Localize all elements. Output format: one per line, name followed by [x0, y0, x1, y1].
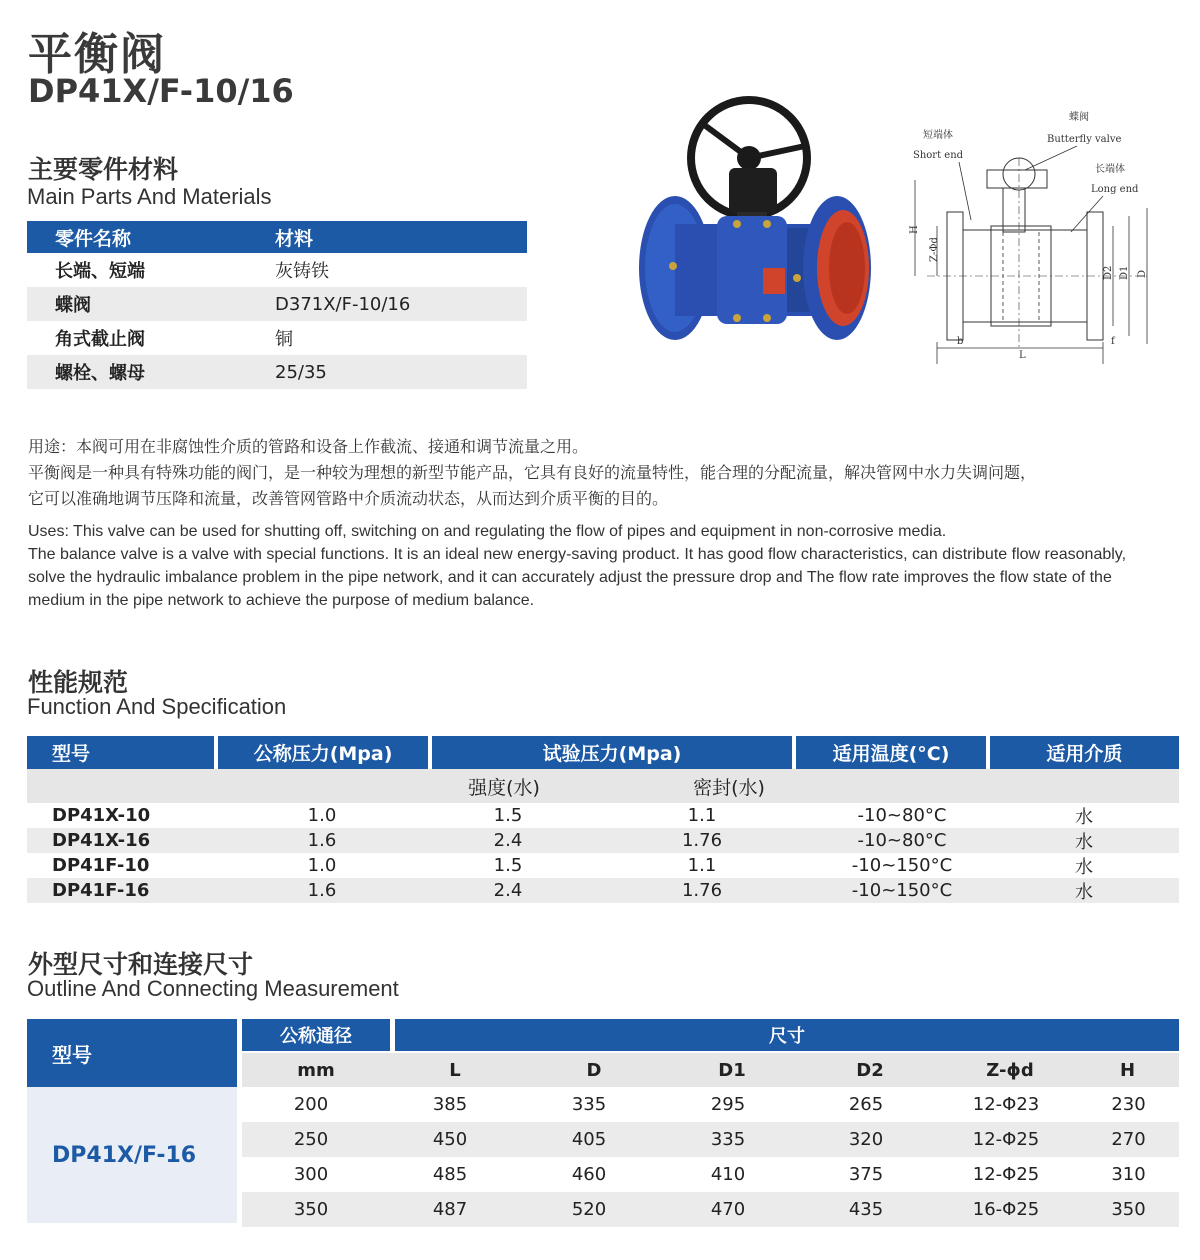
table-row — [27, 253, 527, 287]
valve-photo — [637, 96, 877, 368]
outline-D1: 295 — [710, 1094, 746, 1115]
spec-table — [27, 736, 1179, 903]
spec-seal: 1.1 — [687, 855, 717, 876]
subheader-mm: mm — [297, 1059, 335, 1081]
spec-seal: 1.76 — [681, 880, 723, 901]
outline-L: 485 — [432, 1164, 468, 1185]
spec-table-header — [27, 736, 1179, 769]
description-en — [28, 520, 1178, 612]
outline-D: 460 — [571, 1164, 607, 1185]
subheader-L: L — [449, 1059, 461, 1081]
dim-f: f — [1111, 336, 1115, 347]
part-name: 长端、短端 — [55, 261, 145, 282]
spec-model: DP41X-16 — [52, 830, 151, 851]
outline-D1: 470 — [710, 1199, 746, 1220]
description-cn-line: 它可以准确地调节压降和流量，改善管网管路中介质流动状态，从而达到介质平衡的目的。 — [28, 489, 669, 508]
description-cn-line: 平衡阀是一种具有特殊功能的阀门，是一种较为理想的新型节能产品，它具有良好的流量特性，能合理的分配流量，解决管网中水力失调问题， — [28, 463, 1037, 482]
outline-D2: 265 — [848, 1094, 884, 1115]
subheader-seal: 密封(水) — [693, 776, 765, 799]
outline-table — [27, 1019, 1179, 1223]
outline-dn: 250 — [293, 1129, 329, 1150]
valve-drawing — [907, 108, 1169, 374]
spec-model: DP41F-10 — [52, 855, 150, 876]
subheader-D2: D2 — [856, 1059, 884, 1081]
dim-b: b — [957, 336, 964, 347]
outline-zd: 12-Φ23 — [972, 1094, 1040, 1115]
spec-medium: 水 — [1075, 806, 1093, 828]
table-row — [242, 1087, 1179, 1122]
part-material: 铜 — [275, 329, 293, 350]
parts-section-title-cn: 主要零件材料 — [28, 155, 179, 184]
page-title: 平衡阀 — [28, 29, 166, 80]
description-en-line: medium in the pipe network to achieve the purpose of medium balance. — [28, 592, 535, 609]
table-row — [27, 287, 527, 321]
table-row — [27, 803, 1179, 828]
outline-subheader — [242, 1053, 1179, 1087]
outline-L: 385 — [432, 1094, 468, 1115]
dim-H: H — [909, 225, 920, 234]
spec-strength: 2.4 — [493, 830, 523, 851]
outline-D2: 320 — [848, 1129, 884, 1150]
outline-D2: 435 — [848, 1199, 884, 1220]
outline-zd: 16-Φ25 — [972, 1199, 1040, 1220]
spec-temp: -10~80°C — [857, 805, 947, 826]
spec-nominal: 1.6 — [307, 830, 337, 851]
header-temperature: 适用温度(°C) — [796, 736, 985, 769]
spec-temp: -10~150°C — [851, 880, 953, 901]
subheader-D: D — [586, 1059, 602, 1081]
subheader-D1: D1 — [718, 1059, 746, 1081]
product-model: DP41X/F-10/16 — [28, 72, 294, 110]
description-en-line: Uses: This valve can be used for shutting off, switching on and regulating the flow of pipes and equipment in non-corrosive media. — [28, 523, 947, 540]
header-test-pressure: 试验压力(Mpa) — [432, 736, 793, 769]
table-row — [242, 1192, 1179, 1227]
part-material: 灰铸铁 — [275, 261, 329, 282]
spec-strength: 2.4 — [493, 880, 523, 901]
subheader-H: H — [1119, 1059, 1136, 1081]
header-model: 型号 — [27, 736, 214, 769]
valve-illustration — [637, 96, 877, 368]
label-long-end-cn: 长端体 — [1095, 164, 1125, 175]
table-row — [242, 1122, 1179, 1157]
header-medium: 适用介质 — [990, 736, 1179, 769]
part-name: 蝶阀 — [55, 295, 91, 316]
outline-L: 450 — [432, 1129, 468, 1150]
outline-zd: 12-Φ25 — [972, 1164, 1040, 1185]
dim-D1: D1 — [1119, 265, 1130, 280]
description-en-line: solve the hydraulic imbalance problem in the pipe network, and it can accurately adjust the pressure drop and The flow rate improves the flow state of the — [28, 569, 1112, 586]
outline-L: 487 — [432, 1199, 468, 1220]
outline-dn: 200 — [293, 1094, 329, 1115]
outline-H: 310 — [1111, 1164, 1146, 1185]
outline-section-title-en: Outline And Connecting Measurement — [27, 976, 399, 1001]
dim-D2: D2 — [1103, 265, 1114, 280]
table-row — [27, 878, 1179, 903]
part-name: 角式截止阀 — [55, 329, 145, 350]
spec-medium: 水 — [1075, 831, 1093, 853]
parts-table — [27, 221, 527, 389]
outline-D: 520 — [571, 1199, 607, 1220]
spec-nominal: 1.0 — [307, 805, 337, 826]
description-en-line: The balance valve is a valve with special functions. It is an ideal new energy-saving product. It has good flow characteristics, can distribute flow reasonably, — [28, 546, 1127, 563]
spec-medium: 水 — [1075, 881, 1093, 903]
subheader-zd: Z-ϕd — [986, 1059, 1034, 1081]
dim-zd: Z-Φd — [929, 237, 940, 262]
spec-strength: 1.5 — [493, 805, 523, 826]
table-row — [27, 828, 1179, 853]
header-size: 尺寸 — [395, 1019, 1179, 1051]
spec-model: DP41X-10 — [52, 805, 151, 826]
spec-subheader — [27, 769, 1179, 803]
subheader-strength: 强度(水) — [468, 776, 540, 799]
table-row — [27, 853, 1179, 878]
description-cn — [28, 434, 1178, 512]
table-row — [27, 355, 527, 389]
label-short-end-en: Short end — [913, 150, 964, 161]
part-name: 螺栓、螺母 — [55, 363, 145, 384]
dim-D: D — [1137, 269, 1148, 278]
outline-rows — [242, 1087, 1179, 1227]
outline-H: 270 — [1111, 1129, 1146, 1150]
part-material: D371X/F-10/16 — [275, 293, 411, 315]
part-material: 25/35 — [275, 361, 327, 383]
spec-nominal: 1.0 — [307, 855, 337, 876]
spec-medium: 水 — [1075, 856, 1093, 878]
spec-nominal: 1.6 — [307, 880, 337, 901]
spec-seal: 1.76 — [681, 830, 723, 851]
header-nominal-pressure: 公称压力(Mpa) — [218, 736, 427, 769]
outline-D: 335 — [571, 1094, 607, 1115]
header-nominal-diameter: 公称通径 — [242, 1019, 390, 1051]
header-part-name: 零件名称 — [55, 227, 132, 250]
spec-model: DP41F-16 — [52, 880, 150, 901]
header-material: 材料 — [275, 227, 314, 250]
outline-D: 405 — [571, 1129, 607, 1150]
spec-seal: 1.1 — [687, 805, 717, 826]
spec-strength: 1.5 — [493, 855, 523, 876]
dim-L: L — [1019, 350, 1026, 361]
label-butterfly-cn: 蝶阀 — [1069, 112, 1089, 123]
parts-section-title-en: Main Parts And Materials — [27, 184, 272, 209]
description-cn-line: 用途：本阀可用在非腐蚀性介质的管路和设备上作截流、接通和调节流量之用。 — [28, 437, 589, 456]
table-row — [27, 321, 527, 355]
spec-temp: -10~80°C — [857, 830, 947, 851]
outline-dn: 350 — [293, 1199, 329, 1220]
label-long-end-en: Long end — [1091, 184, 1139, 195]
spec-section-title-en: Function And Specification — [27, 694, 287, 719]
outline-D1: 410 — [710, 1164, 746, 1185]
outline-section-title-cn: 外型尺寸和连接尺寸 — [28, 950, 254, 979]
spec-temp: -10~150°C — [851, 855, 953, 876]
outline-dn: 300 — [293, 1164, 329, 1185]
table-row — [242, 1157, 1179, 1192]
header-model: 型号 — [27, 1019, 237, 1087]
outline-H: 350 — [1111, 1199, 1146, 1220]
label-butterfly-en: Butterfly valve — [1047, 134, 1122, 145]
parts-table-header — [27, 221, 527, 253]
label-short-end-cn: 短端体 — [923, 130, 953, 141]
outline-D2: 375 — [848, 1164, 884, 1185]
outline-zd: 12-Φ25 — [972, 1129, 1040, 1150]
outline-model: DP41X/F-16 — [27, 1087, 237, 1223]
dimension-drawing — [907, 108, 1169, 374]
outline-H: 230 — [1111, 1094, 1146, 1115]
spec-section-title-cn: 性能规范 — [28, 668, 129, 697]
outline-D1: 335 — [710, 1129, 746, 1150]
